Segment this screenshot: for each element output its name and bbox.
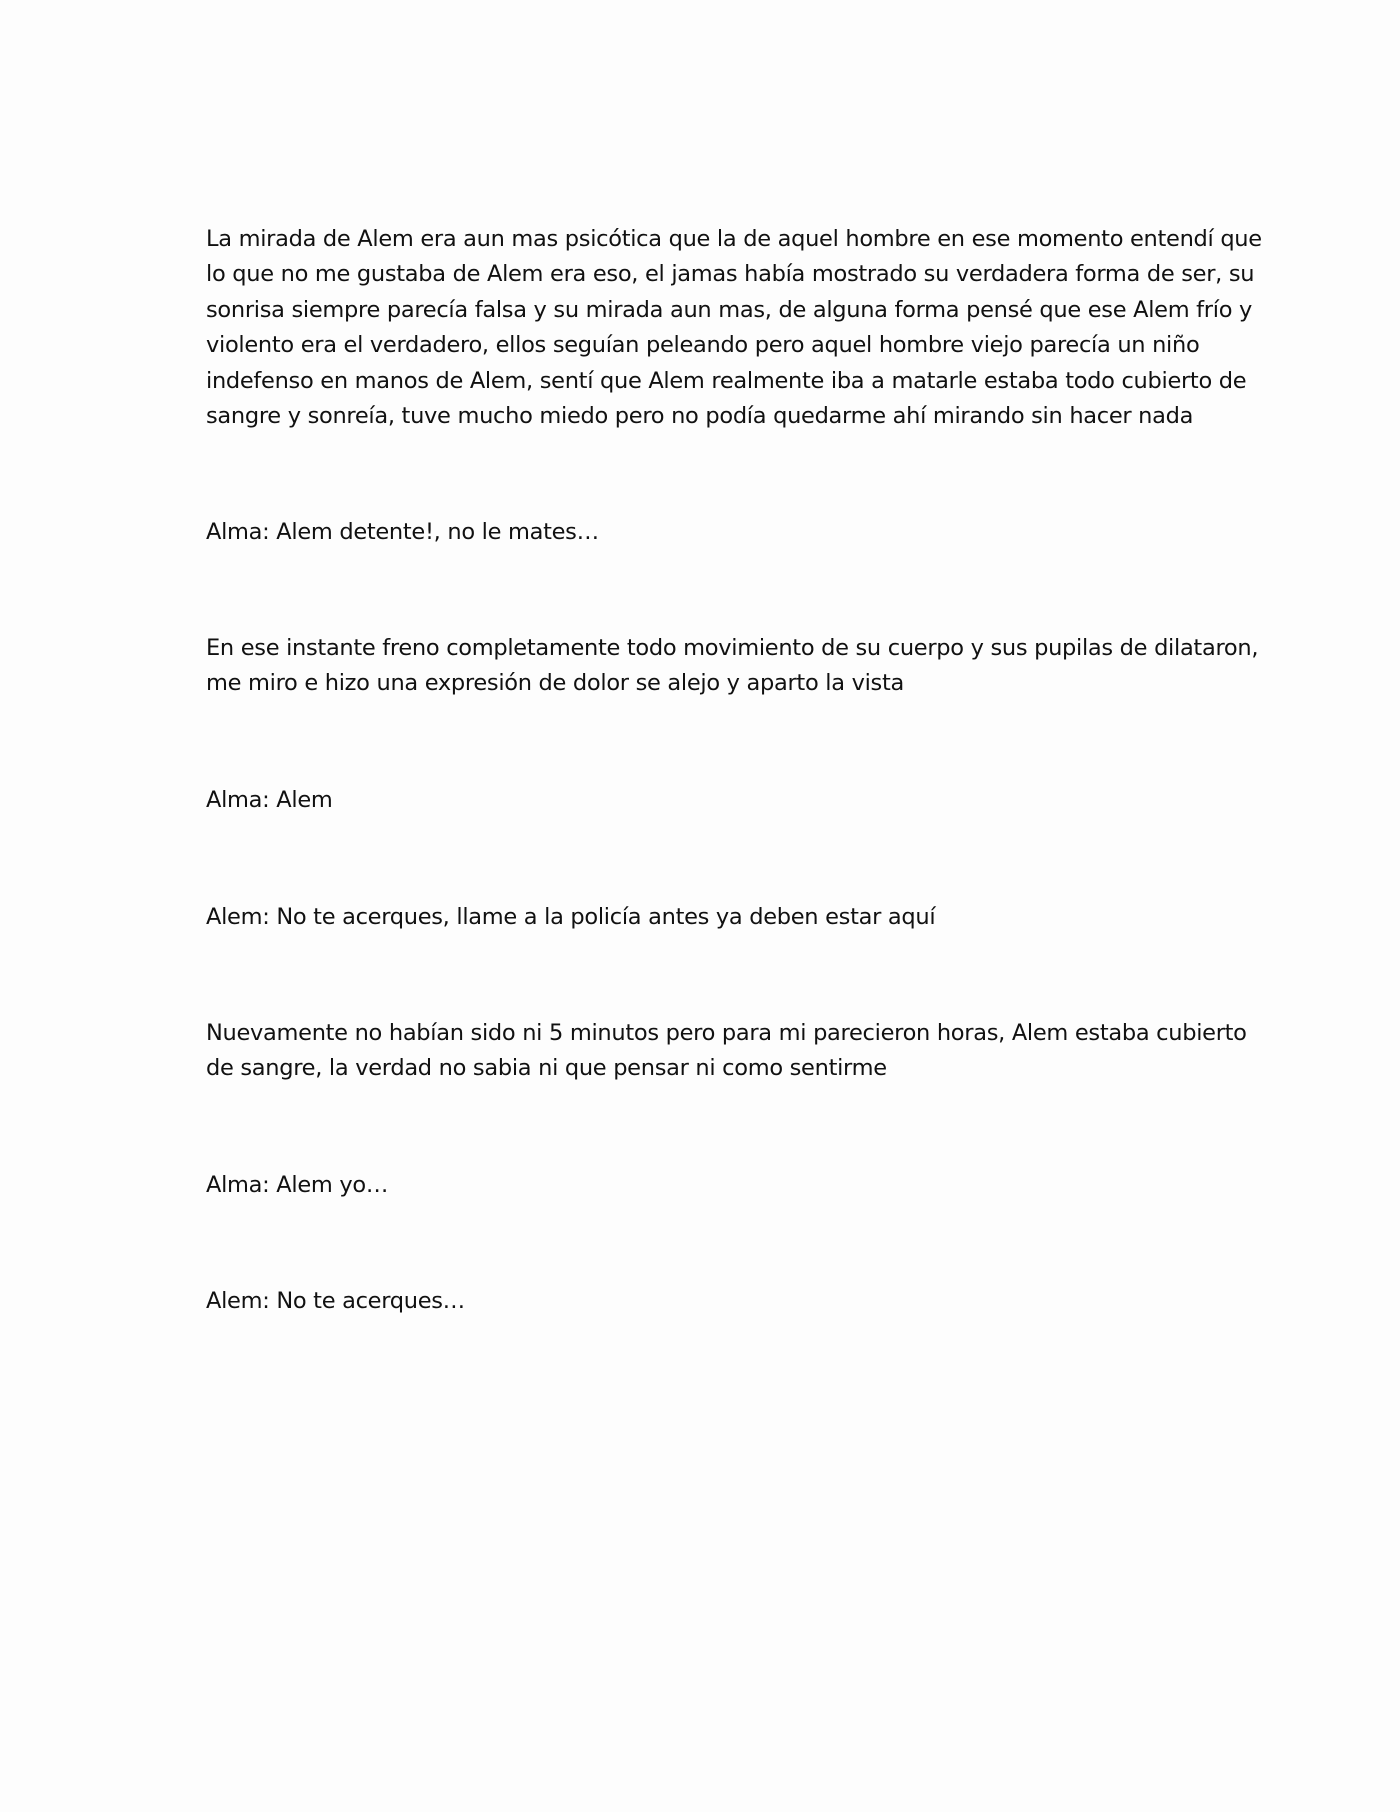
text-line: Alma: Alem yo… [206, 1172, 389, 1198]
text-line: Alma: Alem [206, 787, 333, 813]
dialogue-alma-1 [206, 515, 1206, 550]
text-line: Alem: No te acerques, llame a la policía antes ya deben estar aquí [206, 904, 936, 930]
text-line: indefenso en manos de Alem, sentí que Alem realmente iba a matarle estaba todo cubierto de [206, 367, 1247, 394]
paragraph-narration-2 [206, 631, 1259, 702]
text-line: La mirada de Alem era aun mas psicótica que la de aquel hombre en ese momento entendí que [206, 226, 1262, 252]
paragraph-narration-3 [206, 1016, 1247, 1087]
text-line: lo que no me gustaba de Alem era eso, el jamas había mostrado su verdadera forma de ser, su [206, 261, 1255, 288]
dialogue-alem-2 [206, 1284, 1206, 1319]
dialogue-alma-2 [206, 783, 1206, 818]
paragraph-narration-1 [206, 222, 1262, 434]
text-line: violento era el verdadero, ellos seguían peleando pero aquel hombre viejo parecía un niño [206, 332, 1200, 359]
text-line: sangre y sonreía, tuve mucho miedo pero no podía quedarme ahí mirando sin hacer nada [206, 402, 1194, 429]
text-line: Alma: Alem detente!, no le mates… [206, 519, 599, 545]
dialogue-alma-3 [206, 1168, 1206, 1203]
text-line: me miro e hizo una expresión de dolor se alejo y aparto la vista [206, 670, 904, 697]
text-line: Alem: No te acerques… [206, 1288, 465, 1314]
text-line: de sangre, la verdad no sabia ni que pensar ni como sentirme [206, 1055, 887, 1082]
dialogue-alem-1 [206, 900, 1206, 935]
text-line: En ese instante freno completamente todo movimiento de su cuerpo y sus pupilas de dilataron, [206, 635, 1259, 661]
text-line: sonrisa siempre parecía falsa y su mirada aun mas, de alguna forma pensé que ese Alem frío y [206, 296, 1253, 323]
text-line: Nuevamente no habían sido ni 5 minutos pero para mi parecieron horas, Alem estaba cubierto [206, 1020, 1247, 1046]
